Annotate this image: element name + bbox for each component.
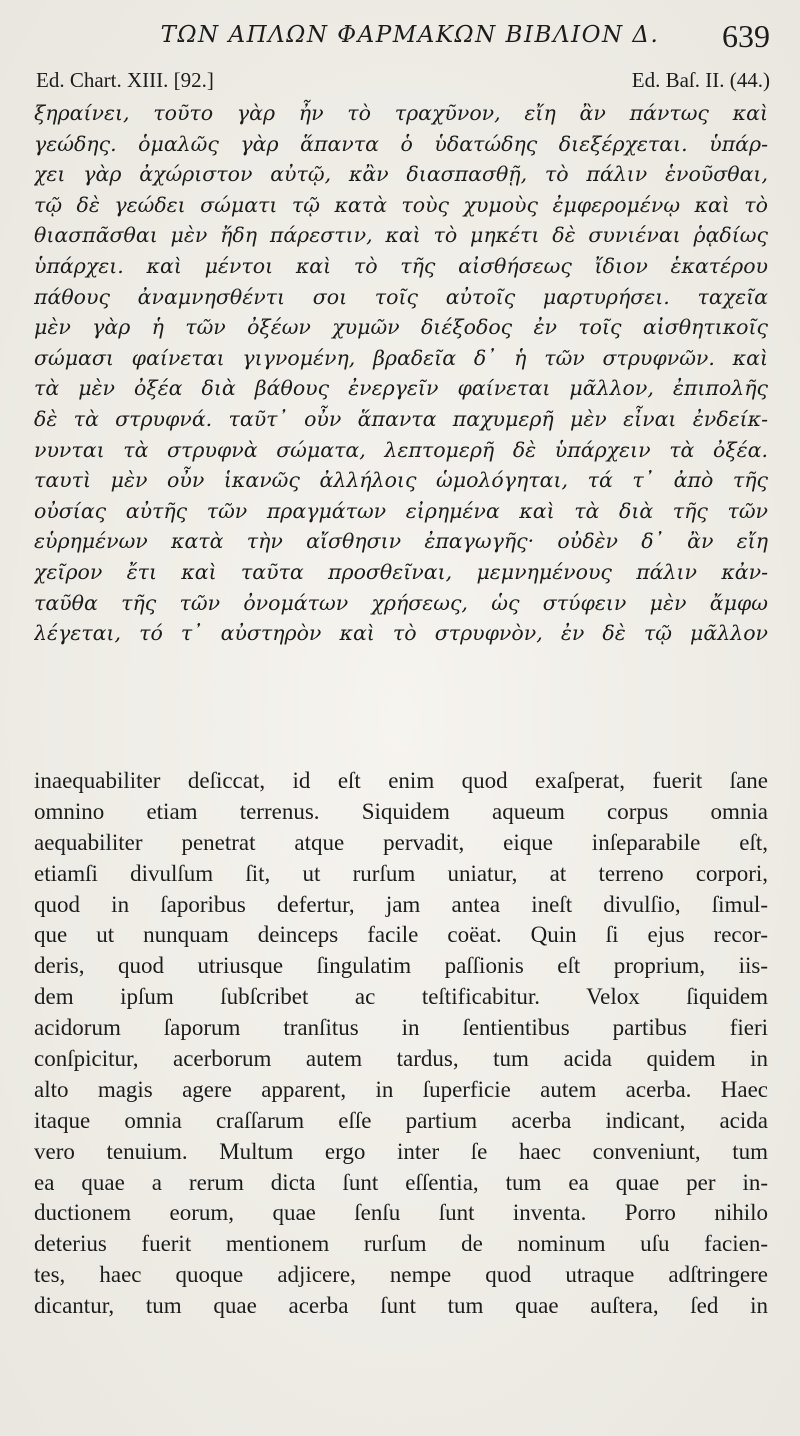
greek-text-line: νυνται τὰ στρυφνὰ σώματα, λεπτομερῆ δὲ ὑπάρχειν τὰ ὀξέα. (34, 437, 768, 462)
greek-text-line: εὑρημένων κατὰ τὴν αἴσθησιν ἐπαγωγῆς· οὐδὲν δ᾽ ἂν εἴη (34, 529, 768, 554)
latin-text-line: ea quae a rerum dicta ſunt eſſentia, tum ea quae per in- (34, 1169, 768, 1195)
greek-text-block (34, 98, 768, 649)
latin-text-line: etiamſi divulſum ſit, ut rurſum uniatur, at terreno corpori, (34, 860, 768, 886)
latin-text-block (34, 766, 768, 1322)
latin-text-line: dem ipſum ſubſcribet ac teſtificabitur. Velox ſiquidem (34, 984, 768, 1010)
greek-text-line: ὑπάρχει. καὶ μέντοι καὶ τὸ τῆς αἰσθήσεως ἴδιον ἑκατέρου (34, 253, 768, 278)
greek-text-line: χεῖρον ἔτι καὶ ταῦτα προσθεῖναι, μεμνημένους πάλιν κἀν- (34, 559, 768, 584)
latin-text-line: quod in ſaporibus defertur, jam antea ineſt divulſio, ſimul- (34, 891, 768, 917)
greek-text-line: πάθους ἀναμνησθέντι σοι τοῖς αὐτοῖς μαρτυρήσει. ταχεῖα (34, 284, 768, 309)
latin-text-line: tes, haec quoque adjicere, nempe quod utraque adſtringere (34, 1262, 768, 1288)
greek-text-line: ξηραίνει, τοῦτο γὰρ ἦν τὸ τραχῦνον, εἴη ἂν πάντως καὶ (34, 101, 768, 125)
greek-text-line: ταυτὶ μὲν οὖν ἱκανῶς ἀλλήλοις ὡμολόγηται, τά τ᾽ ἀπὸ τῆς (34, 468, 768, 493)
latin-text-line: vero tenuium. Multum ergo inter ſe haec conveniunt, tum (34, 1138, 768, 1164)
greek-text-line: χει γὰρ ἀχώριστον αὐτῷ, κἂν διασπασθῇ, τὸ πάλιν ἑνοῦσθαι, (34, 162, 768, 187)
latin-text-line: omnino etiam terrenus. Siquidem aqueum corpus omnia (34, 798, 768, 824)
greek-text-line: δὲ τὰ στρυφνά. ταῦτ᾽ οὖν ἅπαντα παχυμερῆ μὲν εἶναι ἐνδείκ- (34, 406, 768, 431)
greek-text-line: τῷ δὲ γεώδει σώματι τῷ κατὰ τοὺς χυμοὺς ἐμφερομένῳ καὶ τὸ (34, 192, 768, 217)
running-title: ΤΩΝ ΑΠΛΩΝ ΦΑΡΜΑΚΩΝ ΒΙΒΛΙΟΝ Δ. (160, 22, 660, 48)
latin-text-line: conſpicitur, acerborum autem tardus, tum acida quidem in (34, 1046, 768, 1072)
page-number: 639 (722, 18, 770, 54)
greek-text-line: ταῦθα τῆς τῶν ὀνομάτων χρήσεως, ὡς στύφειν μὲν ἄμφω (34, 590, 768, 615)
greek-text-line: οὐσίας αὐτῆς τῶν πραγμάτων εἰρημένα καὶ τὰ διὰ τῆς τῶν (34, 498, 768, 523)
greek-text-line: τὰ μὲν ὀξέα διὰ βάθους ἐνεργεῖν φαίνεται μᾶλλον, ἐπιπολῆς (34, 376, 768, 401)
edition-reference-left: Ed. Chart. XIII. [92.] (36, 68, 214, 92)
greek-text-line: θιασπᾶσθαι μὲν ἤδη πάρεστιν, καὶ τὸ μηκέτι δὲ συνιέναι ῥᾳδίως (34, 223, 768, 248)
latin-text-line: itaque omnia craſſarum eſſe partium acerba indicant, acida (34, 1107, 768, 1133)
greek-text-line: γεώδης. ὁμαλῶς γὰρ ἅπαντα ὁ ὑδατώδης διεξέρχεται. ὑπάρ- (34, 131, 768, 156)
latin-text-line: alto magis agere apparent, in ſuperficie autem acerba. Haec (34, 1076, 768, 1102)
latin-text-line: que ut nunquam deinceps facile coëat. Quin ſi ejus recor- (34, 922, 768, 948)
greek-text-line: μὲν γὰρ ἡ τῶν ὀξέων χυμῶν διέξοδος ἐν τοῖς αἰσθητικοῖς (34, 315, 768, 340)
latin-text-line: inaequabiliter deſiccat, id eſt enim quod exaſperat, fuerit ſane (34, 768, 768, 793)
latin-text-line: deterius fuerit mentionem rurſum de nominum uſu facien- (34, 1231, 768, 1257)
latin-text-line: ductionem eorum, quae ſenſu ſunt inventa. Porro nihilo (34, 1200, 768, 1226)
edition-reference-right: Ed. Baſ. II. (44.) (631, 68, 770, 92)
greek-text-line: σώμασι φαίνεται γιγνομένη, βραδεῖα δ᾽ ἡ τῶν στρυφνῶν. καὶ (34, 345, 768, 370)
latin-text-line: aequabiliter penetrat atque pervadit, eique inſeparabile eſt, (34, 829, 768, 855)
greek-text-line: λέγεται, τό τ᾽ αὐστηρὸν καὶ τὸ στρυφνὸν, ἐν δὲ τῷ μᾶλλον (34, 621, 768, 646)
latin-text-line: deris, quod utriusque ſingulatim paſſionis eſt proprium, iis- (34, 953, 768, 979)
latin-text-line: dicantur, tum quae acerba ſunt tum quae auſtera, ſed in (34, 1293, 768, 1319)
latin-text-line: acidorum ſaporum tranſitus in ſentientibus partibus fieri (34, 1015, 768, 1041)
